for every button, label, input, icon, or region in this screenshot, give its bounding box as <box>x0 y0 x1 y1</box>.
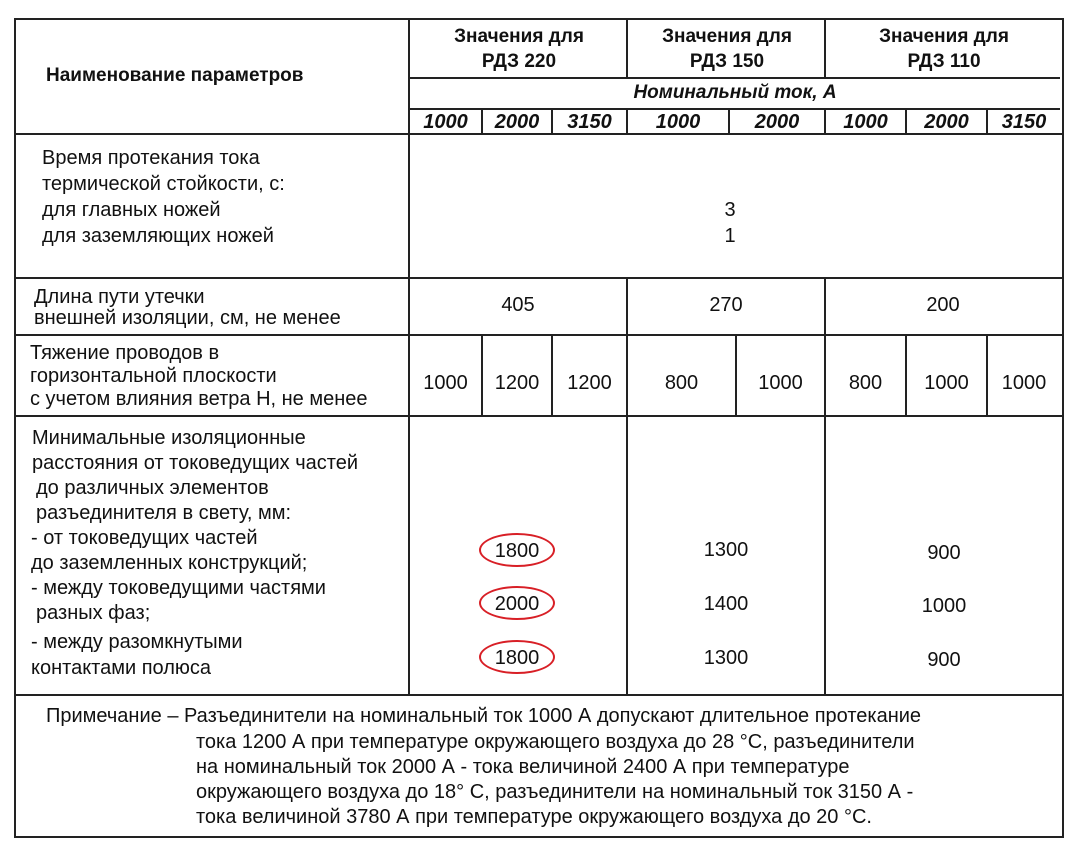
group-rdz220-line2: РДЗ 220 <box>481 51 557 72</box>
pull-value: 1000 <box>1001 372 1047 394</box>
pull-value: 1000 <box>924 372 969 394</box>
clearance-rdz150-value: 1300 <box>703 539 749 561</box>
group-rdz150-line1: Значения для <box>662 26 792 47</box>
current-cell: 1000 <box>843 111 888 133</box>
note-line: тока величиной 3780 А при температуре окружающего воздуха до 20 °С. <box>196 806 872 828</box>
group-rdz150-line2: РДЗ 150 <box>689 51 765 72</box>
rule-clearance-bottom <box>14 694 1062 696</box>
note-line: Примечание – Разъединители на номинальный ток 1000 А допускают длительное протекание <box>46 705 922 727</box>
thermal-ground-value: 1 <box>724 225 736 247</box>
pull-value: 1000 <box>423 372 468 394</box>
clearance-rdz110-value: 900 <box>927 542 961 564</box>
group-rdz110-line1: Значения для <box>879 26 1009 47</box>
note-line: на номинальный ток 2000 А - тока величиной 2400 А при температуре <box>196 756 850 778</box>
leakage-value: 270 <box>709 294 743 316</box>
thermal-label-line: термической стойкости, с: <box>42 173 285 195</box>
thermal-label-line: для заземляющих ножей <box>42 225 274 247</box>
group-rdz110-line2: РДЗ 110 <box>907 51 981 72</box>
current-cell: 1000 <box>655 111 701 133</box>
clearance-label-line: разъединителя в свету, мм: <box>36 502 292 524</box>
pull-value: 800 <box>664 372 699 394</box>
clearance-label-line: - между разомкнутыми <box>31 631 243 653</box>
clearance-label-line: - от токоведущих частей <box>31 527 258 549</box>
leakage-label-line: Длина пути утечки <box>34 286 205 308</box>
clearance-rdz150-value: 1400 <box>703 593 749 615</box>
pull-value: 1000 <box>758 372 803 394</box>
clearance-rdz150-value: 1300 <box>703 647 749 669</box>
current-cell: 2000 <box>754 111 800 133</box>
current-cell: 2000 <box>494 111 540 133</box>
current-cell: 2000 <box>924 111 969 133</box>
leakage-label-line: внешней изоляции, см, не менее <box>34 307 341 329</box>
current-cell: 3150 <box>567 111 612 133</box>
clearance-label-line: контактами полюса <box>31 657 212 679</box>
current-cell: 3150 <box>1001 111 1047 133</box>
clearance-rdz110-value: 900 <box>927 649 961 671</box>
group-rdz220-line1: Значения для <box>454 26 584 47</box>
pull-value: 1200 <box>567 372 612 394</box>
clearance-label-line: разных фаз; <box>36 602 151 624</box>
rule-current-label <box>410 108 1060 110</box>
clearance-rdz110-value: 1000 <box>921 595 967 617</box>
rule-group-1-2 <box>626 277 628 696</box>
pull-label-line: горизонтальной плоскости <box>30 365 277 387</box>
clearance-rdz220-value: 2000 <box>494 593 540 615</box>
pull-label-line: с учетом влияния ветра Н, не менее <box>30 388 368 410</box>
thermal-main-value: 3 <box>724 199 736 221</box>
clearance-label-line: Минимальные изоляционные <box>32 427 306 449</box>
clearance-label-line: - между токоведущими частями <box>31 577 326 599</box>
current-cell: 1000 <box>423 111 468 133</box>
rule-thermal-bottom <box>14 277 1062 279</box>
pull-value: 1200 <box>494 372 540 394</box>
thermal-label-line: для главных ножей <box>42 199 221 221</box>
clearance-label-line: до заземленных конструкций; <box>31 552 308 574</box>
leakage-value: 405 <box>501 294 535 316</box>
rule-group-2-3 <box>824 277 826 696</box>
clearance-rdz220-value: 1800 <box>494 540 540 562</box>
pull-value: 800 <box>848 372 883 394</box>
clearance-rdz220-value: 1800 <box>494 647 540 669</box>
note-line: окружающего воздуха до 18° С, разъединители на номинальный ток 3150 А - <box>196 781 914 803</box>
thermal-label-line: Время протекания тока <box>42 147 260 169</box>
leakage-value: 200 <box>926 294 960 316</box>
pull-label-line: Тяжение проводов в <box>30 342 220 364</box>
note-line: тока 1200 А при температуре окружающего воздуха до 28 °С, разъединители <box>196 731 915 753</box>
param-name-header: Наименование параметров <box>46 65 304 86</box>
rule-header-groups <box>410 77 1060 79</box>
clearance-label-line: расстояния от токоведущих частей <box>32 452 359 474</box>
current-label: Номинальный ток, А <box>633 82 837 103</box>
clearance-label-line: до различных элементов <box>36 477 269 499</box>
